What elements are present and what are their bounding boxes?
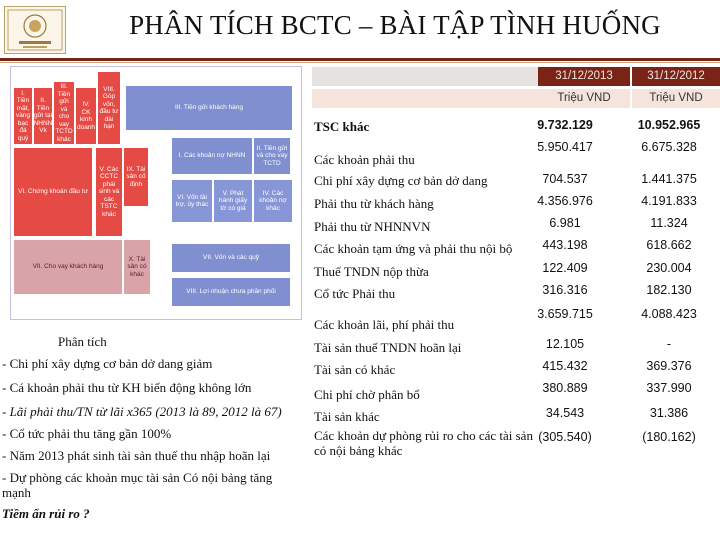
row-label: Chi phí chờ phân bổ bbox=[314, 387, 420, 402]
row-label: Các khoản tạm ứng và phải thu nội bộ bbox=[314, 241, 513, 256]
header-spacer bbox=[312, 67, 538, 86]
treemap-cell: VIII. Lợi nhuận chưa phân phối bbox=[171, 277, 291, 307]
row-label: Tài sản có khác bbox=[314, 362, 396, 377]
value-2013: 380.889 bbox=[542, 381, 588, 395]
treemap-cell: IX. Tài sản cố định bbox=[123, 147, 149, 207]
value-2012: 31.386 bbox=[649, 406, 689, 420]
value-2013: 4.356.976 bbox=[537, 194, 593, 208]
row-label: Tài sản thuế TNDN hoãn lại bbox=[314, 340, 462, 355]
treemap-cell: V. Các CCTC phái sinh và các TSTC khác bbox=[95, 147, 123, 237]
row-label: Các khoản lãi, phí phải thu bbox=[314, 317, 455, 332]
table-row bbox=[312, 116, 720, 136]
title-divider-thin bbox=[0, 62, 720, 63]
value-2012: 182.130 bbox=[646, 283, 692, 297]
row-label: Phải thu từ khách hàng bbox=[314, 196, 434, 211]
table-row bbox=[312, 238, 720, 260]
title-divider bbox=[0, 58, 720, 61]
note-item: - Năm 2013 phát sinh tài sản thuế thu nhập hoãn lại bbox=[2, 448, 271, 463]
value-2012: 230.004 bbox=[646, 261, 692, 275]
value-2012: 6.675.328 bbox=[641, 140, 697, 154]
notes-heading: Phân tích bbox=[58, 334, 107, 349]
value-2013: 12.105 bbox=[545, 337, 585, 351]
notes-footer: Tiềm ẩn rủi ro ? bbox=[2, 506, 90, 521]
treemap-cell: II. Tiền gửi và cho vay TCTD bbox=[253, 137, 291, 175]
treemap-cell: IV. CK kinh doanh bbox=[75, 87, 97, 145]
treemap-cell: I. Các khoản nợ NHNN bbox=[171, 137, 253, 175]
table-row bbox=[312, 306, 720, 336]
row-label: Tài sản khác bbox=[314, 409, 380, 424]
row-label: Cổ tức Phải thu bbox=[314, 286, 396, 301]
bank-logo bbox=[4, 6, 66, 54]
treemap-cell: V. Phát hành giấy tờ có giá bbox=[213, 179, 253, 223]
table-row bbox=[312, 216, 720, 238]
treemap-cell: II. Tiền gửi tại NHNN Vk bbox=[33, 87, 53, 145]
value-2012: - bbox=[666, 337, 672, 351]
row-label: Các khoản phải thu bbox=[314, 152, 415, 167]
note-item: mạnh bbox=[2, 485, 31, 500]
table-row bbox=[312, 428, 720, 464]
unit-label-2013: Triệu VND bbox=[538, 89, 630, 108]
table-row bbox=[312, 336, 720, 358]
note-item: - Cổ tức phải thu tăng gần 100% bbox=[2, 426, 172, 441]
value-2012: 11.324 bbox=[650, 216, 688, 230]
row-label: Các khoản dự phòng rủi ro cho các tài sản có nội bảng khác bbox=[314, 428, 533, 458]
treemap-cell: VIII. Góp vốn, đầu tư dài hạn bbox=[97, 71, 121, 145]
value-2012: 1.441.375 bbox=[641, 172, 697, 186]
value-2013: (305.540) bbox=[538, 430, 592, 444]
value-2012: 618.662 bbox=[646, 238, 692, 252]
value-2013: 6.981 bbox=[549, 216, 581, 230]
table-row bbox=[312, 261, 720, 283]
value-2013: 415.432 bbox=[542, 359, 588, 373]
note-item: - Cá khoản phải thu từ KH biến động không lớn bbox=[2, 380, 252, 395]
treemap-cell: VI. Chứng khoán đầu tư bbox=[13, 147, 93, 237]
value-2013: 704.537 bbox=[542, 172, 588, 186]
row-label: TSC khác bbox=[314, 119, 370, 134]
unit-label-2012: Triệu VND bbox=[632, 89, 720, 108]
note-item: - Lãi phải thu/TN từ lãi x365 (2013 là 89, 2012 là 67) bbox=[2, 404, 282, 419]
row-label: Thuế TNDN nộp thừa bbox=[314, 264, 429, 279]
table-row bbox=[312, 139, 720, 173]
table-row bbox=[312, 380, 720, 404]
value-2012: 4.088.423 bbox=[641, 307, 697, 321]
value-2013: 122.409 bbox=[542, 261, 588, 275]
treemap-cell: X. Tài sản có khác bbox=[123, 239, 151, 295]
value-2012: 369.376 bbox=[646, 359, 692, 373]
treemap-cell: VII. Vốn và các quỹ bbox=[171, 243, 291, 273]
treemap-cell: VII. Cho vay khách hàng bbox=[13, 239, 123, 295]
column-header-2012: 31/12/2012 bbox=[632, 67, 720, 86]
note-item: - Chi phí xây dựng cơ bản dở dang giảm bbox=[2, 356, 213, 371]
value-2012: 10.952.965 bbox=[637, 118, 701, 132]
value-2013: 443.198 bbox=[542, 238, 588, 252]
value-2012: 4.191.833 bbox=[641, 194, 697, 208]
table-row bbox=[312, 194, 720, 216]
treemap-cell: VI. Vốn tài trợ, ủy thác bbox=[171, 179, 213, 223]
value-2012: (180.162) bbox=[642, 430, 696, 444]
table-header bbox=[312, 67, 720, 114]
table-row bbox=[312, 172, 720, 194]
table-row bbox=[312, 283, 720, 305]
value-2013: 34.543 bbox=[545, 406, 585, 420]
note-item: - Dự phòng các khoản mục tài sản Có nội bảng tăng bbox=[2, 470, 273, 485]
treemap-cell: III. Tiền gửi và cho vay TCTD khác bbox=[53, 81, 75, 145]
value-2013: 3.659.715 bbox=[537, 307, 593, 321]
table-row bbox=[312, 404, 720, 428]
treemap-cell: I. Tiền mặt, vàng bạc đá quý bbox=[13, 87, 33, 145]
page-title: PHÂN TÍCH BCTC – BÀI TẬP TÌNH HUỐNG bbox=[129, 10, 661, 40]
row-label: Chi phí xây dựng cơ bản dở dang bbox=[314, 173, 488, 188]
value-2013: 316.316 bbox=[542, 283, 588, 297]
table-row bbox=[312, 358, 720, 380]
treemap-cell: III. Tiền gửi khách hàng bbox=[125, 85, 293, 131]
balance-sheet-treemap bbox=[10, 66, 302, 320]
value-2012: 337.990 bbox=[646, 381, 692, 395]
unit-spacer bbox=[312, 89, 538, 108]
value-2013: 5.950.417 bbox=[537, 140, 593, 154]
treemap-cell: IV. Các khoản nợ khác bbox=[253, 179, 293, 223]
row-label: Phải thu từ NHNNVN bbox=[314, 219, 431, 234]
column-header-2013: 31/12/2013 bbox=[538, 67, 630, 86]
value-2013: 9.732.129 bbox=[537, 118, 593, 132]
